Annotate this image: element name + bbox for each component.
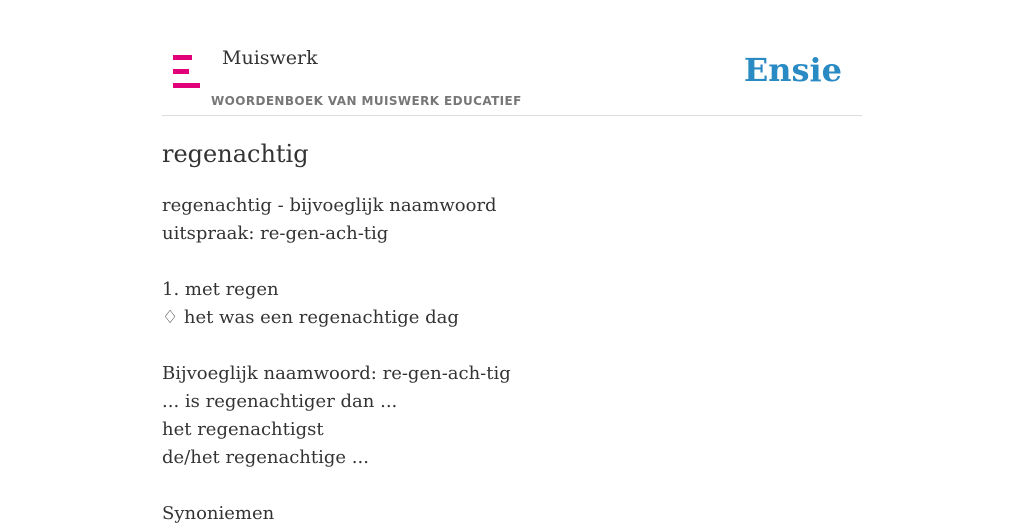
entry-line-inflection-heading: Bijvoeglijk naamwoord: re-gen-ach-tig xyxy=(162,363,511,384)
entry-line-blank xyxy=(162,248,862,276)
entry-line-comparative: ... is regenachtiger dan ... xyxy=(162,391,398,412)
header-divider xyxy=(162,115,862,116)
entry-line-synonyms-heading: Synoniemen xyxy=(162,503,275,524)
entry-line-example: ♢ het was een regenachtige dag xyxy=(162,307,459,328)
entry-line-definition: 1. met regen xyxy=(162,279,279,300)
brand-subtitle: WOORDENBOEK VAN MUISWERK EDUCATIEF xyxy=(211,94,522,108)
entry-line-blank xyxy=(162,472,862,500)
ensie-logo-link[interactable]: Ensie xyxy=(743,51,842,89)
logo-bar-top xyxy=(173,55,192,60)
entry-line-superlative: het regenachtigst xyxy=(162,419,324,440)
entry-title: regenachtig xyxy=(162,140,309,168)
entry-line-blank xyxy=(162,332,862,360)
logo-bar-middle xyxy=(173,69,189,74)
brand-logo-icon[interactable] xyxy=(173,55,200,88)
entry-line-attributive: de/het regenachtige ... xyxy=(162,447,369,468)
entry-line-headword: regenachtig - bijvoeglijk naamwoord xyxy=(162,195,497,216)
logo-bar-bottom xyxy=(173,83,200,88)
entry-body xyxy=(162,192,862,528)
brand-name[interactable]: Muiswerk xyxy=(222,47,318,69)
entry-line-pronunciation: uitspraak: re-gen-ach-tig xyxy=(162,223,389,244)
